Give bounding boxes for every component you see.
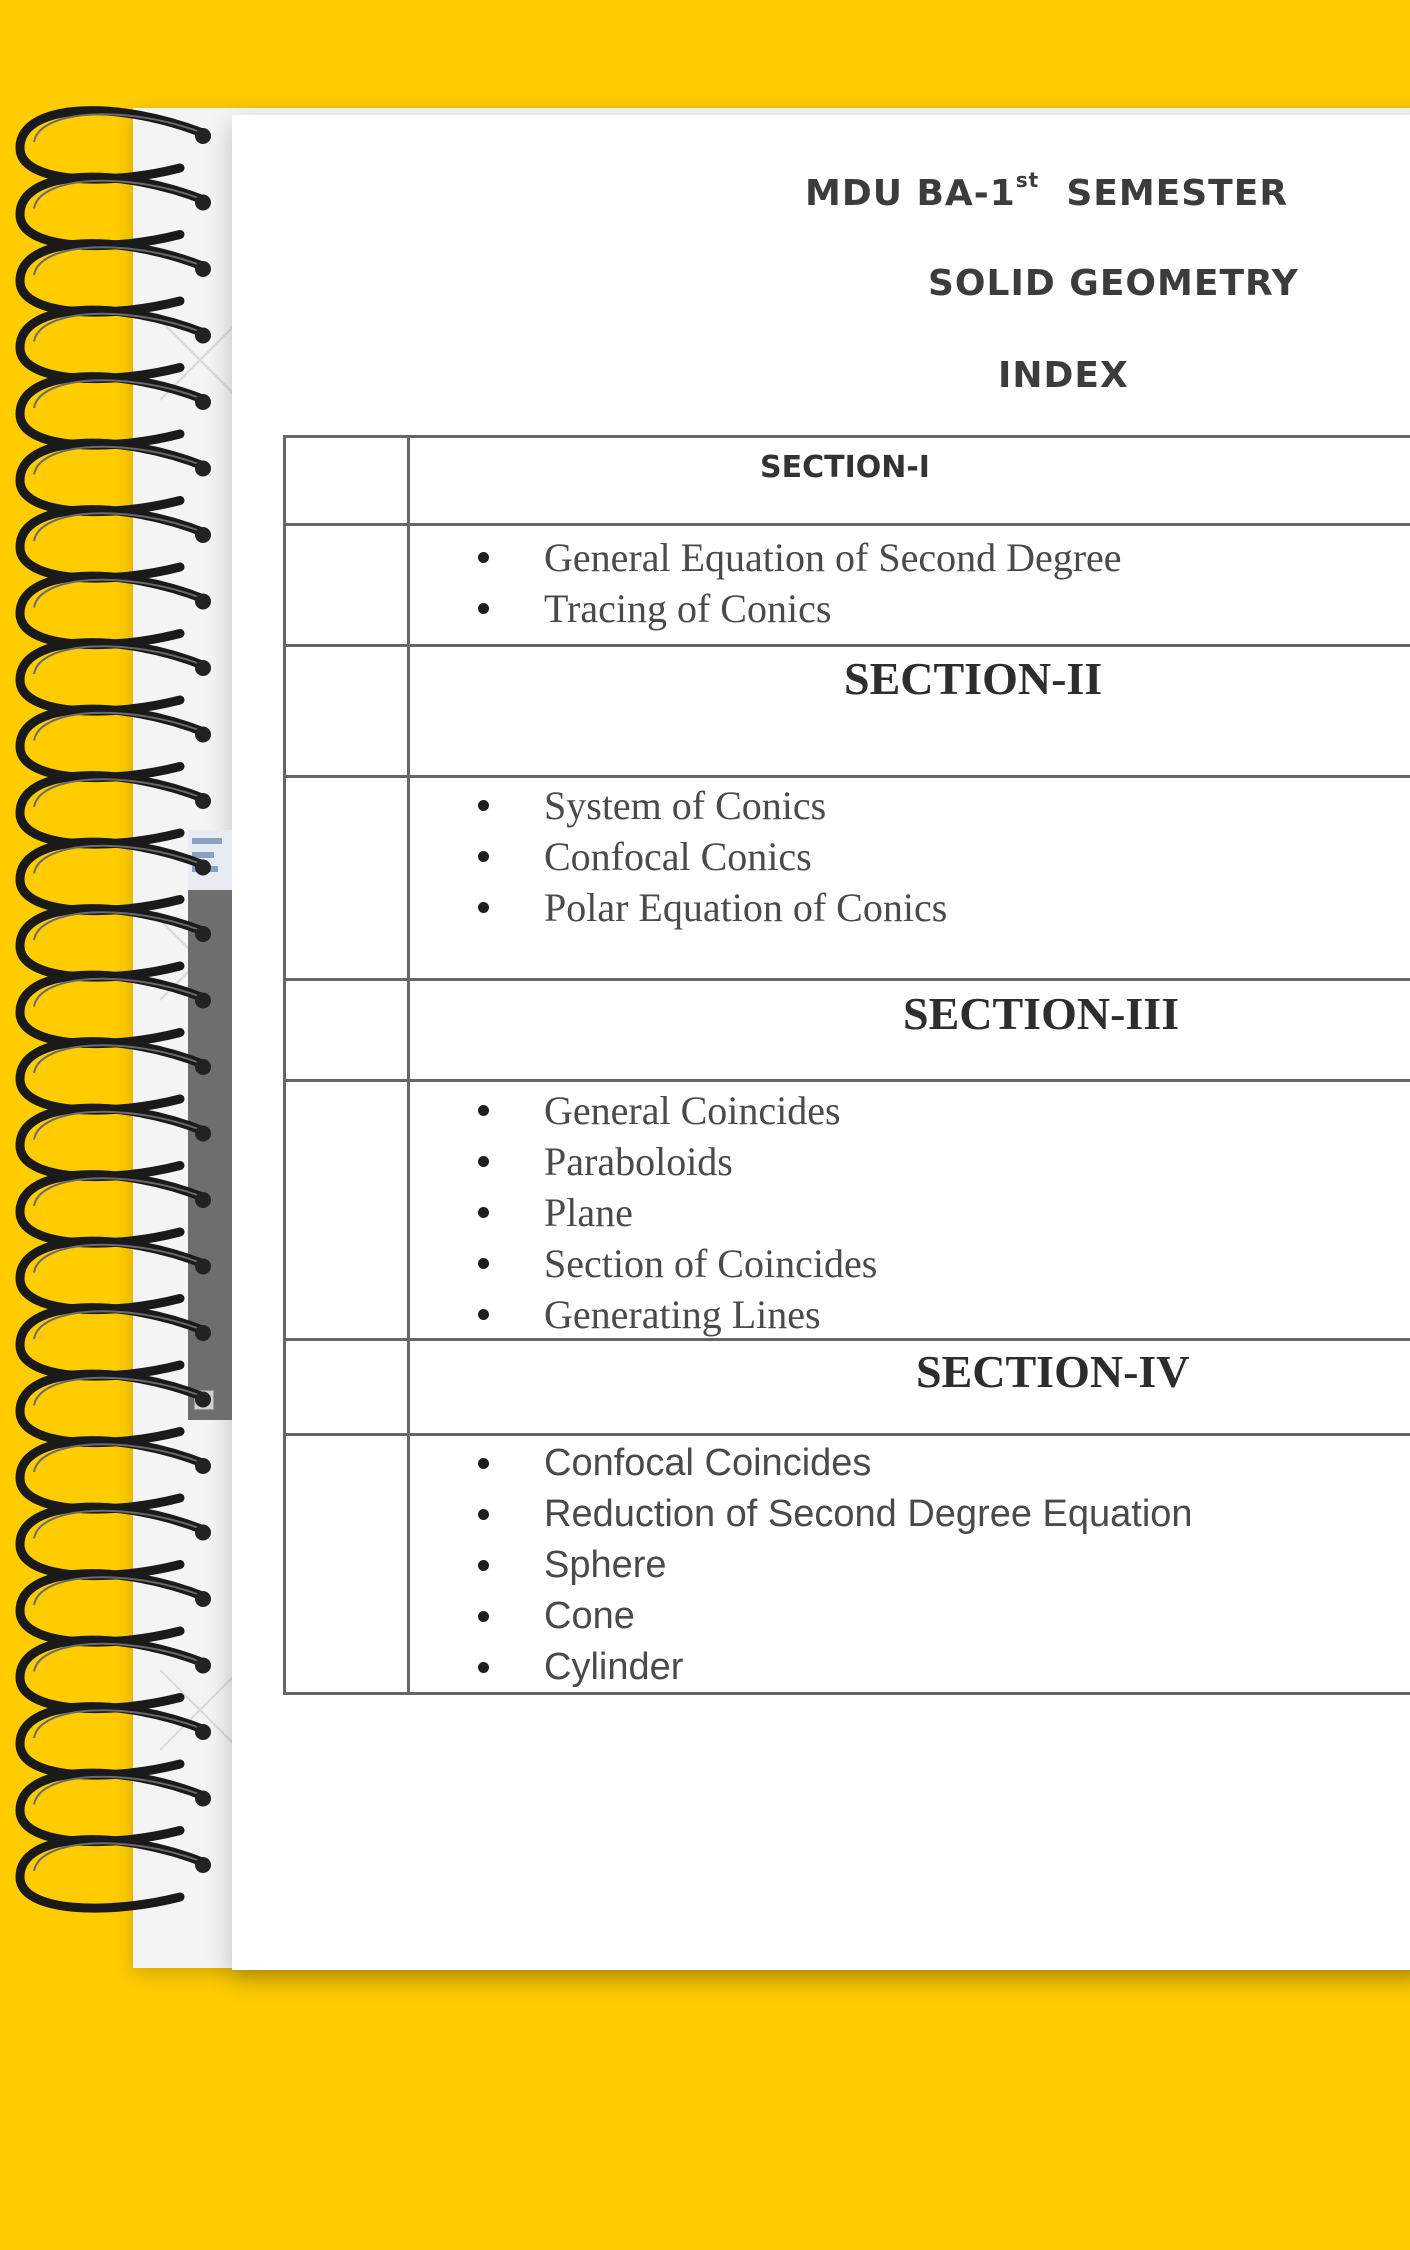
section-2-topics-row (283, 778, 1410, 981)
spiral-coil (20, 1507, 211, 1575)
spiral-coil (20, 643, 211, 711)
spiral-coil (20, 244, 211, 312)
index-table (283, 435, 1410, 1695)
spiral-coil (20, 1840, 211, 1908)
spiral-coil (20, 576, 211, 644)
list-item: Cylinder (478, 1642, 1193, 1693)
spiral-coil (20, 1374, 211, 1442)
section-4-heading: SECTION-IV (916, 1346, 1190, 1397)
list-item: Tracing of Conics (478, 583, 1122, 634)
spiral-coil (20, 377, 211, 445)
section-1-header-row (283, 435, 1410, 526)
spiral-coil (20, 1042, 211, 1110)
list-item: Generating Lines (478, 1289, 877, 1340)
list-item: Section of Coincides (478, 1238, 877, 1289)
list-item: General Equation of Second Degree (478, 532, 1122, 583)
list-item: Cone (478, 1591, 1193, 1642)
spiral-coil (20, 1241, 211, 1309)
list-item: System of Conics (478, 780, 947, 831)
section-4-topics-row (283, 1436, 1410, 1695)
spiral-coil (20, 1108, 211, 1176)
section-1-topics-row (283, 526, 1410, 647)
section-3-topics-row (283, 1082, 1410, 1341)
spiral-coil (20, 1175, 211, 1243)
spiral-binding-icon (0, 0, 240, 2000)
spiral-coil (20, 909, 211, 977)
section-4-topic-list (478, 1438, 1193, 1693)
section-3-heading: SECTION-III (903, 988, 1180, 1039)
spiral-coil (20, 177, 211, 245)
spiral-coil (20, 1574, 211, 1642)
spiral-coil (20, 776, 211, 844)
spiral-coil (20, 1707, 211, 1775)
spiral-coil (20, 1640, 211, 1708)
section-2-header-row (283, 647, 1410, 778)
spiral-coil (20, 443, 211, 511)
list-item: Confocal Conics (478, 831, 947, 882)
spiral-coil (20, 709, 211, 777)
spiral-coil (20, 1308, 211, 1376)
document-title: MDU BA-1st SEMESTER (805, 168, 1289, 214)
spiral-coil (20, 1773, 211, 1841)
section-1-heading: SECTION-I (760, 450, 930, 485)
spiral-coil (20, 510, 211, 578)
section-3-topic-list (478, 1085, 877, 1340)
section-4-header-row (283, 1341, 1410, 1436)
list-item: Confocal Coincides (478, 1438, 1193, 1489)
spiral-coil (20, 310, 211, 378)
list-item: Polar Equation of Conics (478, 882, 947, 933)
index-heading: INDEX (998, 355, 1129, 396)
list-item: Sphere (478, 1540, 1193, 1591)
list-item: General Coincides (478, 1085, 877, 1136)
spiral-coil (20, 975, 211, 1043)
section-3-header-row (283, 981, 1410, 1082)
section-2-heading: SECTION-II (844, 653, 1103, 704)
spiral-coil (20, 1441, 211, 1509)
list-item: Reduction of Second Degree Equation (478, 1489, 1193, 1540)
subject-title: SOLID GEOMETRY (928, 263, 1299, 304)
section-2-topic-list (478, 780, 947, 933)
section-1-topic-list (478, 532, 1122, 634)
list-item: Plane (478, 1187, 877, 1238)
spiral-coil (20, 842, 211, 910)
list-item: Paraboloids (478, 1136, 877, 1187)
spiral-coil (20, 111, 211, 179)
